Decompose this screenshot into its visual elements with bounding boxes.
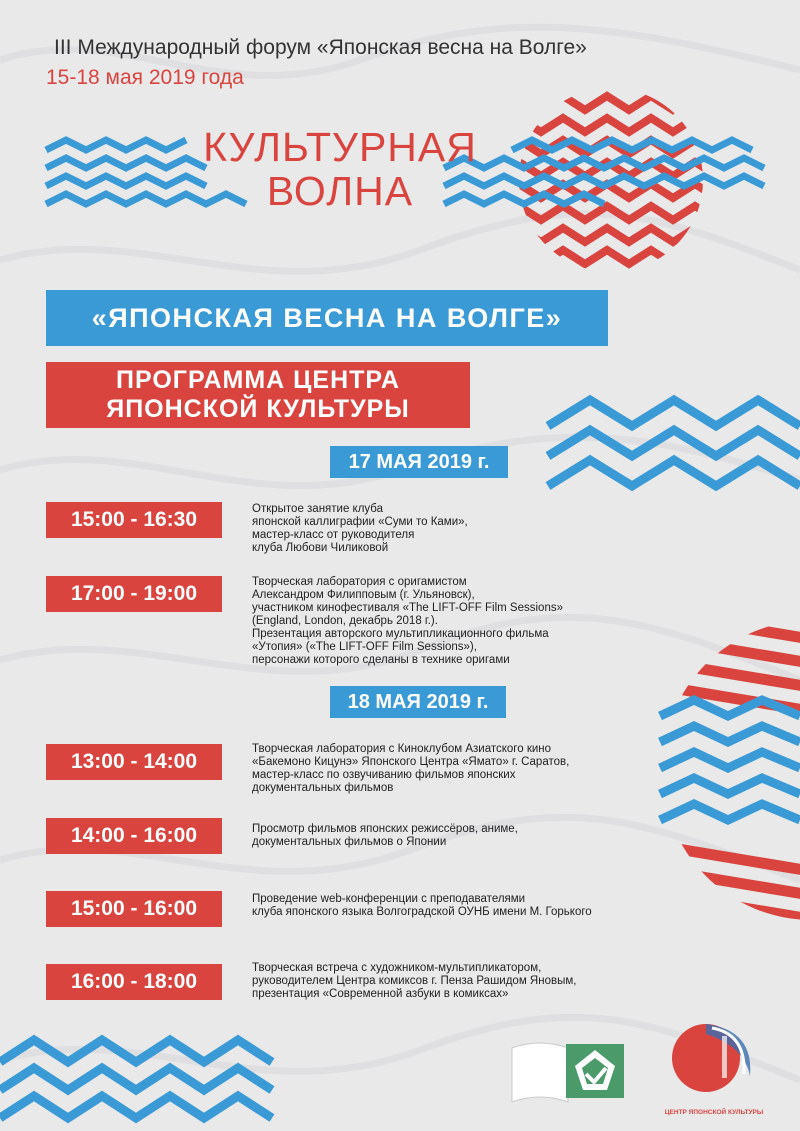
right-blue-zigzag-band — [660, 700, 800, 820]
event-line: презентация «Современной азбуки в комиксах» — [252, 988, 509, 1000]
forum-title: III Международный форум «Японская весна на Волге» — [54, 36, 587, 59]
event-line: мастер-класс по озвучиванию фильмов японских — [252, 769, 516, 781]
event-line: участником кинофестиваля «The LIFT-OFF Film Sessions» — [252, 602, 563, 614]
event-description — [252, 503, 582, 555]
event-description — [252, 823, 582, 849]
event-description — [252, 743, 582, 795]
event-line: Презентация авторского мультипликационного фильма — [252, 628, 549, 640]
event-line: Открытое занятие клуба — [252, 503, 384, 515]
event-line: документальных фильмов — [252, 782, 394, 794]
event-description — [252, 893, 592, 919]
right-red-striped-circle — [600, 580, 800, 948]
event-line: «Бакемоно Кицунэ» Японского Центра «Ямато» г. Саратов, — [252, 756, 570, 768]
event-line: руководителем Центра комиксов г. Пенза Рашидом Яновым, — [252, 975, 577, 987]
japanese-center-logo — [664, 1016, 764, 1122]
event-time: 15:00 - 16:30 — [46, 502, 222, 538]
event-time: 15:00 - 16:00 — [46, 891, 222, 927]
event-line: персонажи которого сделаны в технике оригами — [252, 654, 510, 666]
center-logo-text: ЦЕНТР ЯПОНСКОЙ КУЛЬТУРЫ — [664, 1109, 764, 1116]
event-line: Творческая лаборатория с оригамистом — [252, 576, 467, 588]
middle-blue-zigzag — [548, 400, 800, 486]
event-line: Творческая лаборатория с Киноклубом Азиатского кино — [252, 743, 552, 755]
library-logo — [510, 1038, 628, 1104]
event-line: Просмотр фильмов японских режиссёров, аниме, — [252, 823, 518, 835]
event-line: документальных фильмов о Японии — [252, 836, 447, 848]
forum-dates: 15-18 мая 2019 года — [46, 66, 244, 89]
forum-banner: «ЯПОНСКАЯ ВЕСНА НА ВОЛГЕ» — [46, 290, 608, 346]
event-line: Проведение web-конференции с преподавателями — [252, 893, 526, 905]
event-line: японской каллиграфии «Суми то Ками», — [252, 516, 468, 528]
day-label-17-may: 17 МАЯ 2019 г. — [330, 446, 508, 478]
event-time: 17:00 - 19:00 — [46, 576, 222, 612]
poster-title-line2: ВОЛНА — [266, 168, 414, 214]
poster-title — [150, 125, 530, 213]
event-line: клуба японского языка Волгоградской ОУНБ имени М. Горького — [252, 906, 592, 918]
event-line: (England, London, декабрь 2018 г.). — [252, 615, 438, 627]
program-banner-line1: ПРОГРАММА ЦЕНТРА — [116, 366, 400, 394]
program-banner — [46, 362, 470, 428]
event-description — [252, 962, 582, 1001]
event-description — [252, 576, 582, 667]
event-line: «Утопия» («The LIFT-OFF Film Sessions»), — [252, 641, 477, 653]
event-line: мастер-класс от руководителя — [252, 529, 415, 541]
program-banner-line2: ЯПОНСКОЙ КУЛЬТУРЫ — [106, 395, 410, 423]
day-label-18-may: 18 МАЯ 2019 г. — [330, 686, 506, 718]
event-line: клуба Любови Чиликовой — [252, 542, 389, 554]
event-line: Творческая встреча с художником-мультипликатором, — [252, 962, 542, 974]
event-time: 13:00 - 14:00 — [46, 744, 222, 780]
event-time: 16:00 - 18:00 — [46, 964, 222, 1000]
poster-title-line1: КУЛЬТУРНАЯ — [203, 124, 477, 170]
event-line: Александром Филипповым (г. Ульяновск), — [252, 589, 475, 601]
event-time: 14:00 - 16:00 — [46, 818, 222, 854]
